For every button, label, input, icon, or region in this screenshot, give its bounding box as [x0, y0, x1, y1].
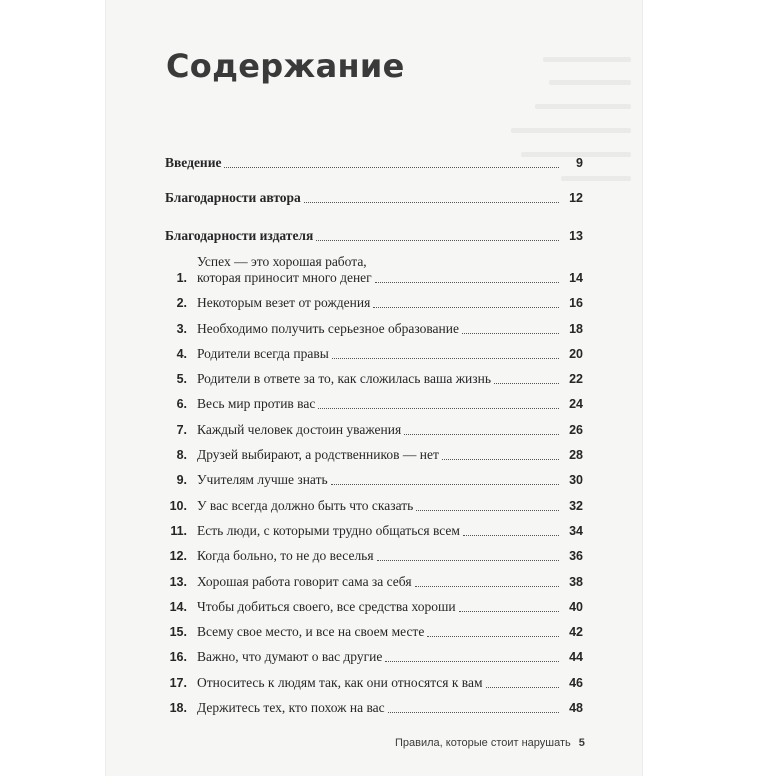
chapter-number: 18. — [169, 701, 187, 716]
toc-entry-page: 28 — [569, 448, 583, 463]
chapter-number: 7. — [176, 422, 187, 437]
chapter-number: 14. — [169, 599, 187, 614]
dot-leader — [427, 636, 559, 637]
show-through-line — [549, 80, 631, 85]
toc-entry-title: Когда больно, то не до веселья — [197, 548, 374, 564]
toc-entry-page: 34 — [569, 523, 583, 538]
toc-entry-title: Благодарности издателя — [165, 228, 314, 243]
toc-entry-title: Успех — это хорошая работа, которая приносит много денег — [197, 254, 372, 285]
toc-chapter-entry[interactable] — [165, 640, 583, 665]
toc-entry-page: 16 — [569, 296, 583, 311]
chapter-number: 9. — [176, 473, 187, 488]
dot-leader — [494, 383, 559, 384]
toc-entry[interactable] — [165, 171, 583, 206]
toc-entry-title: У вас всегда должно быть что сказать — [197, 497, 414, 513]
chapter-number: 6. — [176, 397, 187, 412]
toc-entry-page: 12 — [569, 191, 583, 205]
page-number: 5 — [578, 737, 585, 749]
toc-chapter-entry[interactable] — [165, 337, 583, 362]
toc-entry[interactable] — [165, 136, 583, 171]
chapter-number: 3. — [176, 321, 187, 336]
toc-entry-page: 36 — [569, 549, 583, 564]
toc-entry-title: Всему свое место, и все на своем месте — [197, 624, 425, 640]
dot-leader — [331, 484, 559, 485]
chapter-number: 1. — [176, 271, 187, 285]
toc-entry-page: 22 — [569, 372, 583, 387]
toc-chapter-entry[interactable] — [165, 286, 583, 311]
toc-entry-page: 30 — [569, 473, 583, 488]
show-through-line — [511, 128, 631, 133]
toc-entry-title: Есть люди, с которыми трудно общаться всем — [197, 522, 460, 538]
dot-leader — [332, 358, 559, 359]
dot-leader — [373, 307, 559, 308]
toc-chapter-entry[interactable] — [165, 311, 583, 336]
toc-entry-title: Важно, что думают о вас другие — [197, 649, 383, 665]
dot-leader — [462, 333, 559, 334]
show-through-line — [543, 57, 631, 62]
toc-entry-title: Относитесь к людям так, как они относятся к вам — [197, 674, 483, 690]
chapter-number: 11. — [170, 523, 187, 538]
page-footer — [395, 737, 585, 749]
toc-entry-title: Каждый человек достоин уважения — [197, 421, 402, 437]
dot-leader — [316, 240, 559, 241]
dot-leader — [415, 586, 559, 587]
toc-chapter-entry[interactable] — [165, 438, 583, 463]
running-title: Правила, которые стоит нарушать — [395, 737, 571, 749]
toc-entry-title: Держитесь тех, кто похож на вас — [197, 700, 385, 716]
dot-leader — [385, 661, 559, 662]
toc-entry-page: 14 — [569, 271, 583, 285]
chapter-number: 5. — [176, 372, 187, 387]
page-title: Содержание — [166, 47, 405, 85]
toc-entry-page: 38 — [569, 574, 583, 589]
chapter-number: 10. — [169, 498, 187, 513]
toc-entry-page: 18 — [569, 321, 583, 336]
toc-chapter-entry[interactable] — [165, 244, 583, 286]
chapter-number: 2. — [176, 296, 187, 311]
toc-entry-page: 24 — [569, 397, 583, 412]
toc-entry-title: Необходимо получить серьезное образование — [197, 320, 459, 336]
toc-entry-title: Введение — [165, 155, 222, 170]
toc-entry-title: Хорошая работа говорит сама за себя — [197, 573, 412, 589]
toc-entry-page: 26 — [569, 422, 583, 437]
chapter-number: 13. — [169, 574, 187, 589]
chapter-number: 8. — [176, 448, 187, 463]
dot-leader — [486, 687, 559, 688]
dot-leader — [304, 202, 559, 203]
dot-leader — [318, 408, 559, 409]
toc-entry-title: Родители всегда правы — [197, 345, 329, 361]
toc-entry-page: 32 — [569, 498, 583, 513]
toc-entry-page: 48 — [569, 701, 583, 716]
toc-entry-page: 20 — [569, 346, 583, 361]
dot-leader — [459, 611, 559, 612]
toc-chapter-entry[interactable] — [165, 691, 583, 716]
toc-entry-page: 13 — [569, 229, 583, 243]
toc-chapter-entry[interactable] — [165, 412, 583, 437]
dot-leader — [404, 434, 559, 435]
toc-chapter-entry[interactable] — [165, 387, 583, 412]
toc-entry[interactable] — [165, 206, 583, 244]
toc-chapter-entry[interactable] — [165, 665, 583, 690]
toc-entry-page: 46 — [569, 675, 583, 690]
dot-leader — [463, 535, 559, 536]
toc-entry-title: Учителям лучше знать — [197, 472, 328, 488]
toc-entry-page: 40 — [569, 599, 583, 614]
toc-chapter-entry[interactable] — [165, 590, 583, 615]
toc-chapter-entry[interactable] — [165, 488, 583, 513]
toc-entry-page: 44 — [569, 650, 583, 665]
toc-entry-title: Весь мир против вас — [197, 396, 316, 412]
book-page — [105, 0, 643, 776]
toc-chapter-entry[interactable] — [165, 514, 583, 539]
dot-leader — [442, 459, 559, 460]
toc-entry-title: Некоторым везет от рождения — [197, 295, 371, 311]
toc-chapter-entry[interactable] — [165, 362, 583, 387]
toc-entry-page: 9 — [576, 156, 583, 170]
toc-entry-title: Благодарности автора — [165, 190, 301, 205]
chapter-number: 12. — [169, 549, 187, 564]
chapter-number: 17. — [169, 675, 187, 690]
toc-chapter-entry[interactable] — [165, 615, 583, 640]
dot-leader — [377, 560, 559, 561]
table-of-contents — [165, 136, 583, 716]
dot-leader — [388, 712, 559, 713]
chapter-number: 16. — [169, 650, 187, 665]
toc-chapter-entry[interactable] — [165, 463, 583, 488]
chapter-number: 15. — [169, 625, 187, 640]
toc-entry-page: 42 — [569, 625, 583, 640]
toc-entry-title: Друзей выбирают, а родственников — нет — [197, 447, 439, 463]
show-through-line — [535, 104, 631, 109]
dot-leader — [416, 510, 559, 511]
chapter-number: 4. — [176, 346, 187, 361]
toc-entry-title: Родители в ответе за то, как сложилась ваша жизнь — [197, 371, 491, 387]
toc-chapter-entry[interactable] — [165, 564, 583, 589]
dot-leader — [224, 167, 559, 168]
toc-entry-title: Чтобы добиться своего, все средства хороши — [197, 598, 456, 614]
dot-leader — [375, 282, 559, 283]
toc-chapter-entry[interactable] — [165, 539, 583, 564]
